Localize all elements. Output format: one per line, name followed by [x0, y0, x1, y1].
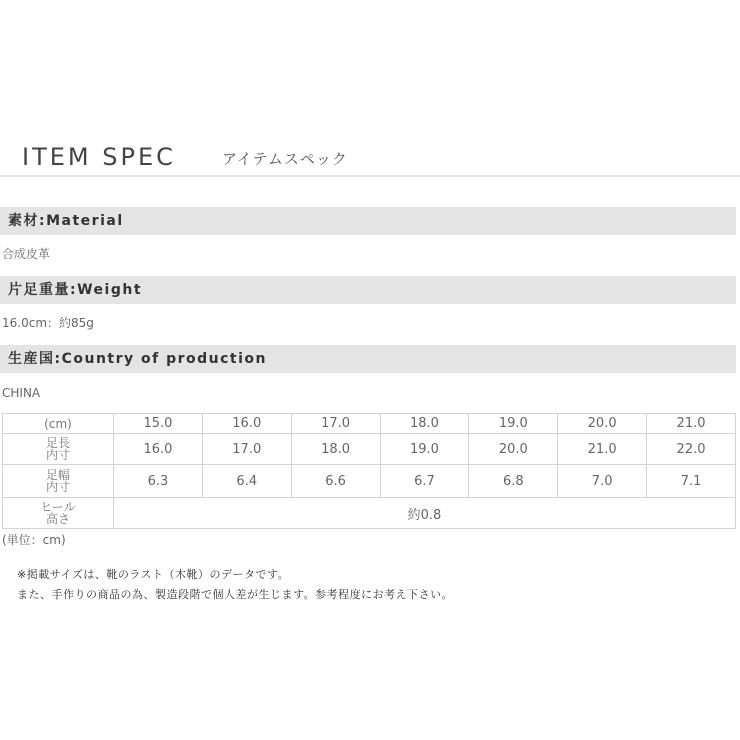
foot-width-label-line1: 足幅	[45, 468, 70, 482]
material-value: 合成皮革	[2, 247, 51, 261]
size-cell: 18.0	[380, 414, 469, 434]
weight-value: 16.0cm：約85g	[2, 316, 94, 330]
foot-width-label-line2: 内寸	[45, 480, 70, 494]
foot-length-cell: 20.0	[469, 434, 558, 465]
country-value: CHINA	[2, 386, 41, 400]
foot-length-row	[3, 434, 736, 465]
spec-subtitle: アイテムスペック	[222, 150, 348, 168]
size-cell: 19.0	[469, 414, 558, 434]
material-heading: 素材:Material	[0, 207, 736, 235]
foot-width-row	[3, 465, 736, 498]
heel-label	[3, 498, 114, 529]
heel-row	[3, 498, 736, 529]
foot-width-cell: 7.0	[558, 465, 647, 498]
foot-width-label	[3, 465, 114, 498]
heel-label-line2: 高さ	[45, 512, 70, 526]
foot-width-cell: 6.6	[291, 465, 380, 498]
foot-width-cell: 6.3	[114, 465, 203, 498]
heel-height-value: 約0.8	[114, 498, 736, 529]
size-header-row	[3, 414, 736, 434]
spec-header	[0, 140, 740, 178]
foot-length-label-line2: 内寸	[45, 448, 70, 462]
foot-width-cell: 7.1	[647, 465, 736, 498]
heel-label-line1: ヒール	[40, 500, 76, 514]
foot-length-cell: 22.0	[647, 434, 736, 465]
unit-note: (単位：cm)	[2, 533, 66, 547]
weight-heading: 片足重量:Weight	[0, 276, 736, 304]
unit-header-cell: (cm)	[3, 414, 114, 434]
header-divider	[0, 175, 740, 177]
size-cell: 15.0	[114, 414, 203, 434]
foot-length-label	[3, 434, 114, 465]
size-table	[2, 413, 736, 529]
foot-width-cell: 6.7	[380, 465, 469, 498]
foot-length-cell: 17.0	[202, 434, 291, 465]
spec-title: ITEM SPEC	[22, 143, 176, 171]
note-line-1: ※掲載サイズは、靴のラスト（木靴）のデータです。	[17, 568, 290, 581]
foot-length-cell: 18.0	[291, 434, 380, 465]
foot-width-cell: 6.8	[469, 465, 558, 498]
foot-length-cell: 16.0	[114, 434, 203, 465]
size-cell: 17.0	[291, 414, 380, 434]
foot-length-label-line1: 足長	[45, 436, 70, 450]
foot-length-cell: 21.0	[558, 434, 647, 465]
size-cell: 21.0	[647, 414, 736, 434]
note-line-2: また、手作りの商品の為、製造段階で個人差が生じます。参考程度にお考え下さい。	[17, 588, 454, 601]
size-cell: 20.0	[558, 414, 647, 434]
foot-length-cell: 19.0	[380, 434, 469, 465]
foot-width-cell: 6.4	[202, 465, 291, 498]
country-heading: 生産国:Country of production	[0, 345, 736, 373]
size-cell: 16.0	[202, 414, 291, 434]
